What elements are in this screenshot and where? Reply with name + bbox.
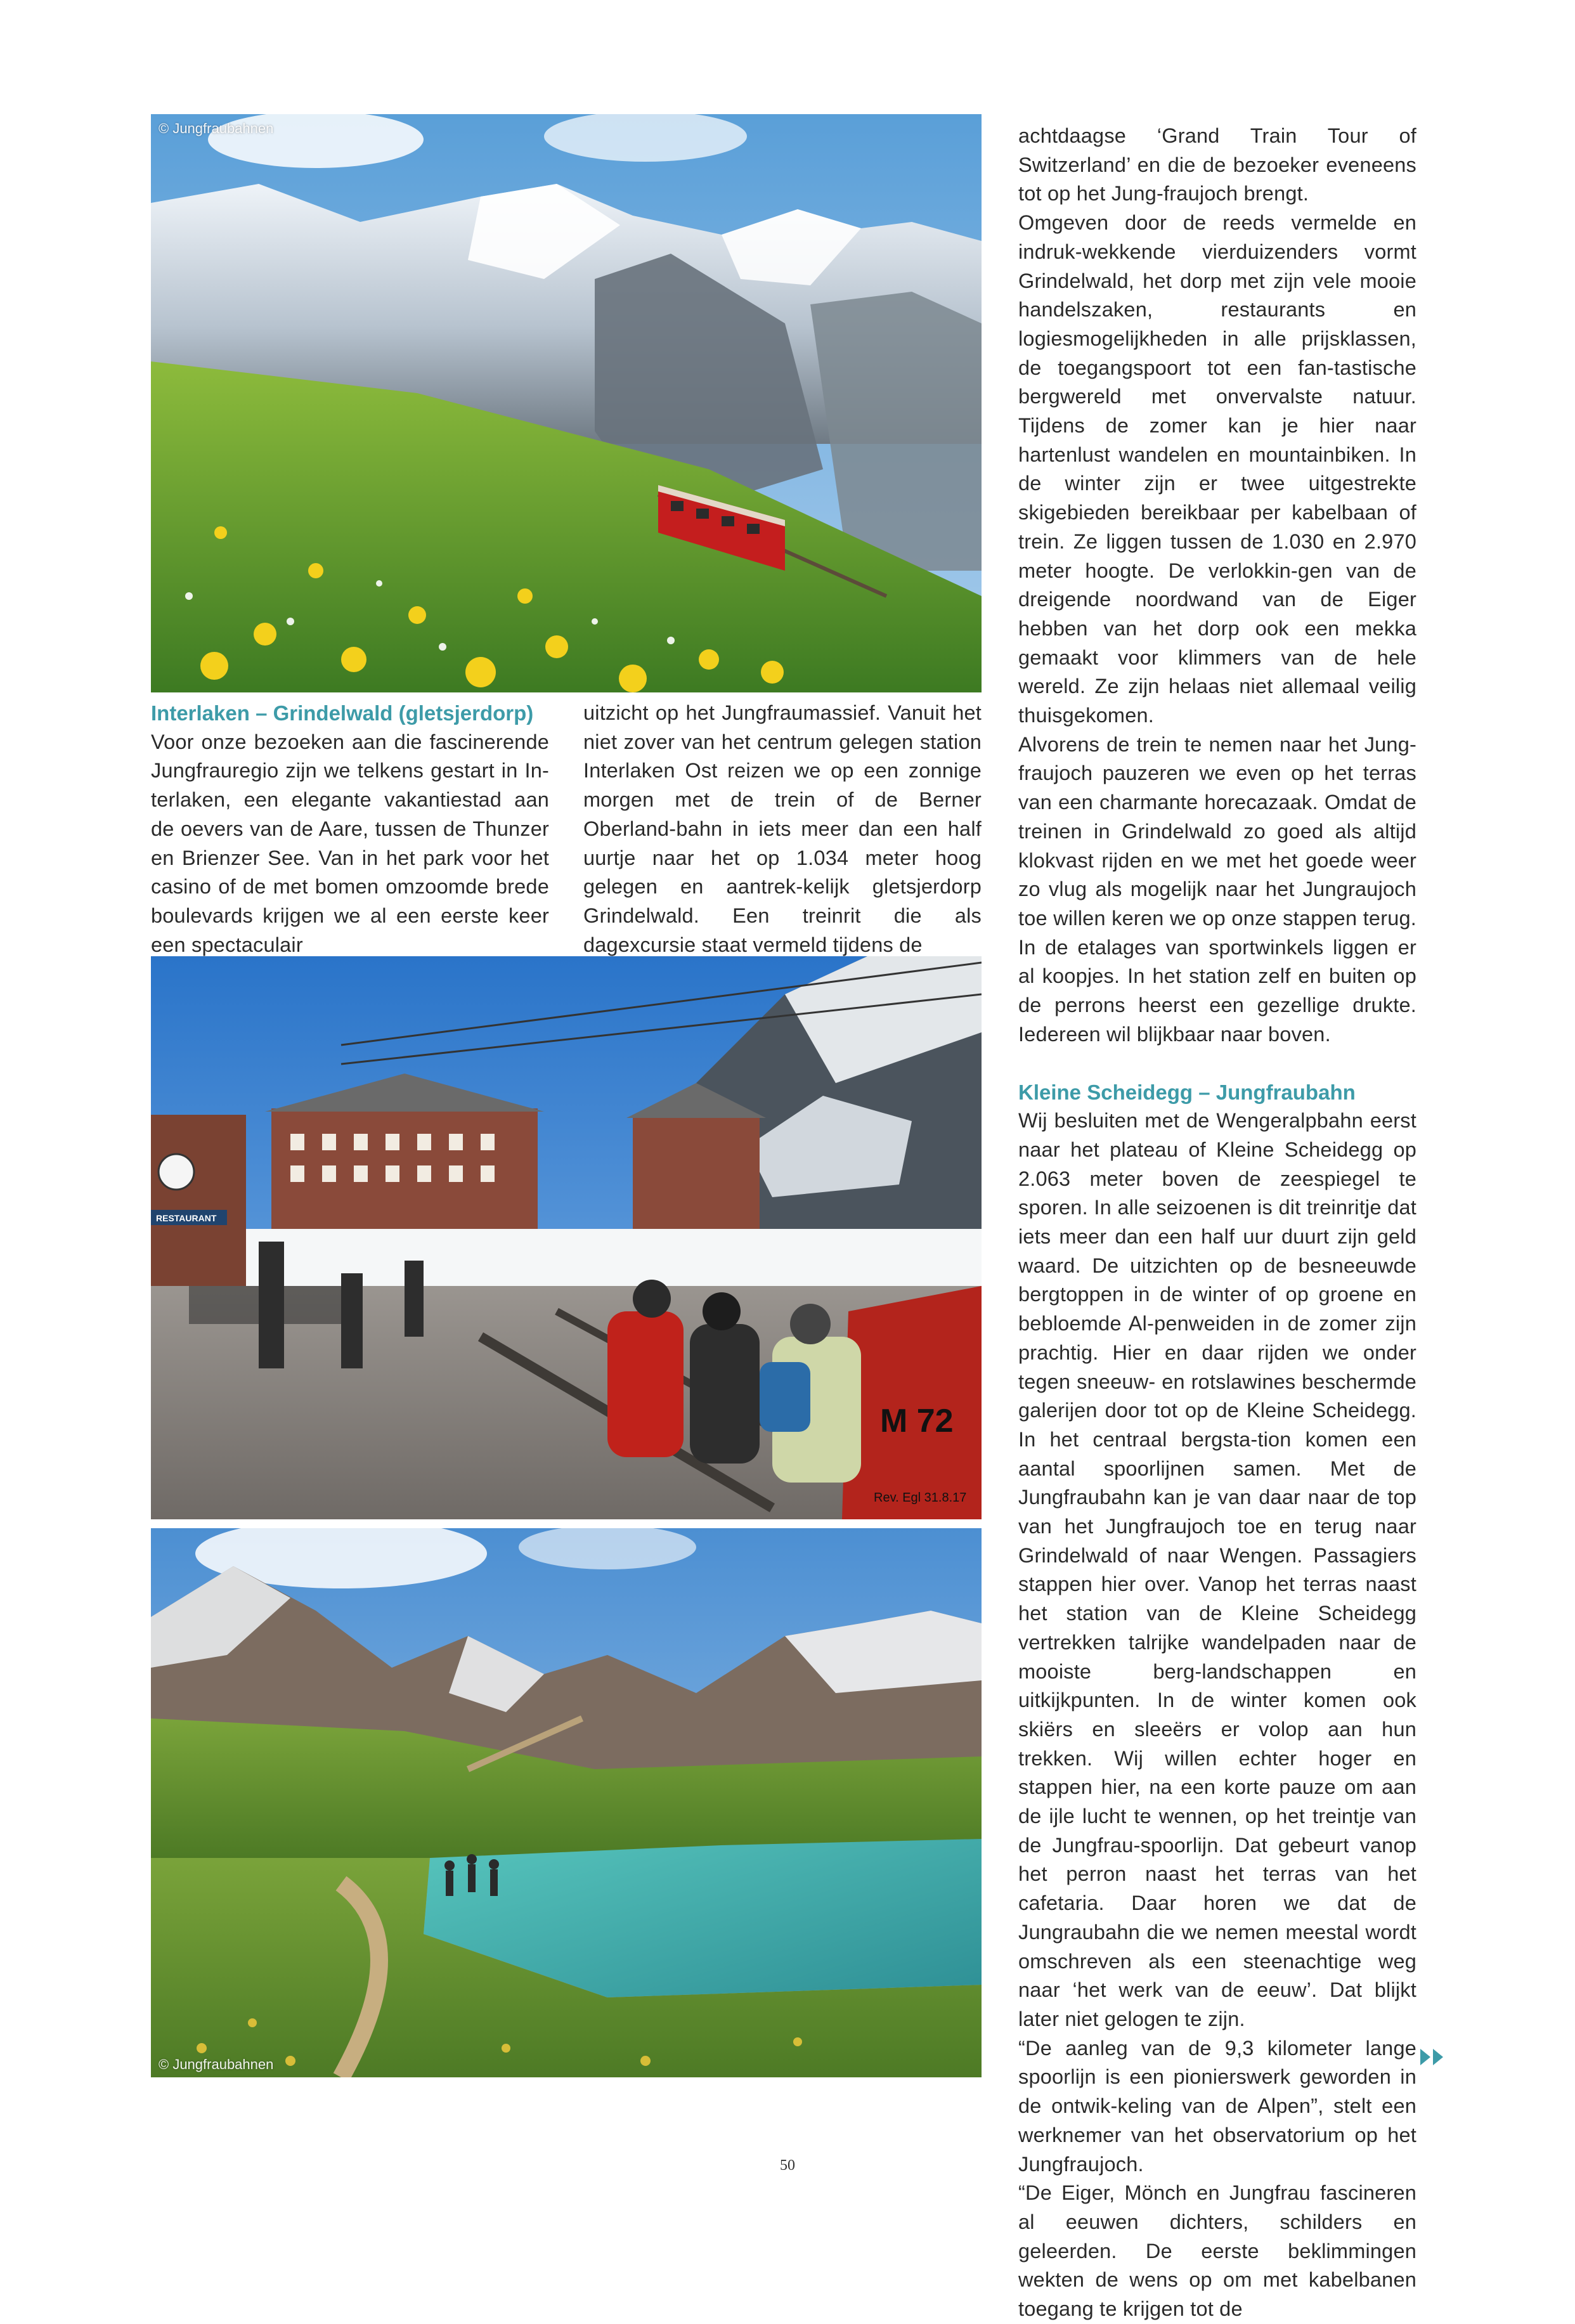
- spacer: [1018, 1049, 1416, 1078]
- photo-credit: © Jungfraubahnen: [159, 2056, 274, 2072]
- photo-alpine-lake: [151, 1528, 982, 2077]
- skiers-group: [607, 1280, 861, 1483]
- wagon-number: M 72: [880, 1403, 954, 1439]
- paragraph: Wij besluiten met de Wengeralpbahn eerst naar het plateau of Kleine Scheidegg op 2.063 meter boven de zeespiegel te sporen. In alle seizoenen is dit treinritje dat iets meer dan een half uur duurt zijn geld waard. De uitzichten op de besneeuwde bergtoppen in de winter of op groene en bebloemde Al-penweiden in de zomer zijn prachtig. Hier en daar rijden we onder tegen sneeuw- en rotslawines beschermde galerijen door tot op de Kleine Scheidegg. In het centraal bergsta-tion komen een aantal spoorlijnen samen. Met de Jungfraubahn kan je van daar naar de top van het Jungfraujoch toe en terug naar Grindelwald of naar Wengen. Passagiers stappen hier over. Vanop het terras naast het station van de Kleine Scheidegg vertrekken talrijke wandelpaden naar de mooiste berg-landschappen en uitkijkpunten. In de winter komen ook skiërs en sleeërs er volop aan hun trekken. Wij willen echter hoger en stappen hier, na een korte pauze om aan de ijle lucht te wennen, op het treintje van de Jungfrau-spoorlijn. Dat gebeurt vanop het perron naast het terras van het cafetaria. Daar horen we dat de Jungraubahn die we nemen meestal wordt omschreven als een steenachtige weg naar ‘het werk van de eeuw’. Dat blijkt later niet gelogen te zijn.: [1018, 1109, 1416, 2030]
- paragraph: Voor onze bezoeken aan die fascinerende Jungfrauregio zijn we telkens gestart in In-terlaken, een elegante vakantiestad aan de oevers van de Aare, tussen de Thunzer en Brienzer See. Van in het park voor het casino of de met bomen omzoomde brede boulevards krijgen we al een eerste keer een spectaculair: [151, 730, 549, 956]
- double-chevron-right-icon: [1419, 2048, 1447, 2067]
- photo-kleine-scheidegg-art: [151, 956, 982, 1519]
- wagon-revision: Rev. Egl 31.8.17: [874, 1491, 967, 1505]
- text-column-left: [151, 699, 549, 959]
- page-number: 50: [780, 2157, 795, 2174]
- paragraph: uitzicht op het Jungfraumassief. Vanuit het niet zover van het centrum gelegen station Interlaken Ost reizen we op een zonnige morgen met de trein of de Berner Oberland-bahn in iets meer dan een half uurtje naar het op 1.034 meter hoog gelegen en aantrek-kelijk gletsjerdorp Grindelwald. Een treinrit die als dagexcursie staat vermeld tijdens de: [583, 701, 982, 956]
- paragraph: Omgeven door de reeds vermelde en indruk-wekkende vierduizenders vormt Grindelwald, het dorp met zijn vele mooie handelszaken, restaurants en logiesmogelijkheden in alle prijsklassen, de toegangspoort tot een fan-tastische bergwereld met onvervalste natuur. Tijdens de zomer kan je hier naar hartenlust wandelen en mountainbiken. In de winter zijn er twee uitgestrekte skigebieden bereikbaar per kabelbaan of trein. Ze liggen tussen de 1.030 en 2.970 meter hoogte. De verlokkin-gen van de dreigende noordwand van de Eiger hebben van het dorp ook een mekka gemaakt voor klimmers van de hele wereld. Ze zijn helaas niet allemaal veilig thuisgekomen.: [1018, 211, 1416, 727]
- text-column-middle: [583, 699, 982, 959]
- paragraph: achtdaagse ‘Grand Train Tour of Switzerland’ en die de bezoeker eveneens tot op het Jung-fraujoch brengt.: [1018, 124, 1416, 205]
- section-heading-kleine-scheidegg: Kleine Scheidegg – Jungfraubahn: [1018, 1080, 1356, 1104]
- paragraph: Alvorens de trein te nemen naar het Jung-fraujoch pauzeren we even op het terras van een charmante horecazaak. Omdat de treinen in Grindelwald zo goed als altijd klokvast rijden en we met het goede weer zo vlug als mogelijk naar het Jungraujoch toe willen keren we op onze stappen terug. In de etalages van sportwinkels liggen er al koopjes. In het station zelf en buiten op de perrons heerst een gezellige drukte. Iedereen wil blijkbaar naar boven.: [1018, 732, 1416, 1046]
- paragraph: “De Eiger, Mönch en Jungfrau fascineren al eeuwen dichters, schilders en geleerden. De eerste beklimmingen wekten de wens op om met kabelbanen toegang te krijgen tot de: [1018, 2181, 1416, 2321]
- photo-alpine-lake-art: [151, 1528, 982, 2077]
- photo-jungfrau-train: [151, 114, 982, 692]
- photo-credit: © Jungfraubahnen: [159, 120, 274, 136]
- paragraph: “De aanleg van de 9,3 kilometer lange spoorlijn is een pionierswerk geworden in de ontwik-keling van de Alpen”, stelt een werknemer van het observatorium op het Jungfraujoch.: [1018, 2036, 1416, 2176]
- photo-kleine-scheidegg: [151, 956, 982, 1519]
- restaurant-sign: RESTAURANT: [156, 1213, 217, 1223]
- section-heading-interlaken: Interlaken – Grindelwald (gletsjerdorp): [151, 701, 534, 725]
- photo-jungfrau-train-art: [151, 114, 982, 692]
- text-column-right: [1018, 122, 1416, 2324]
